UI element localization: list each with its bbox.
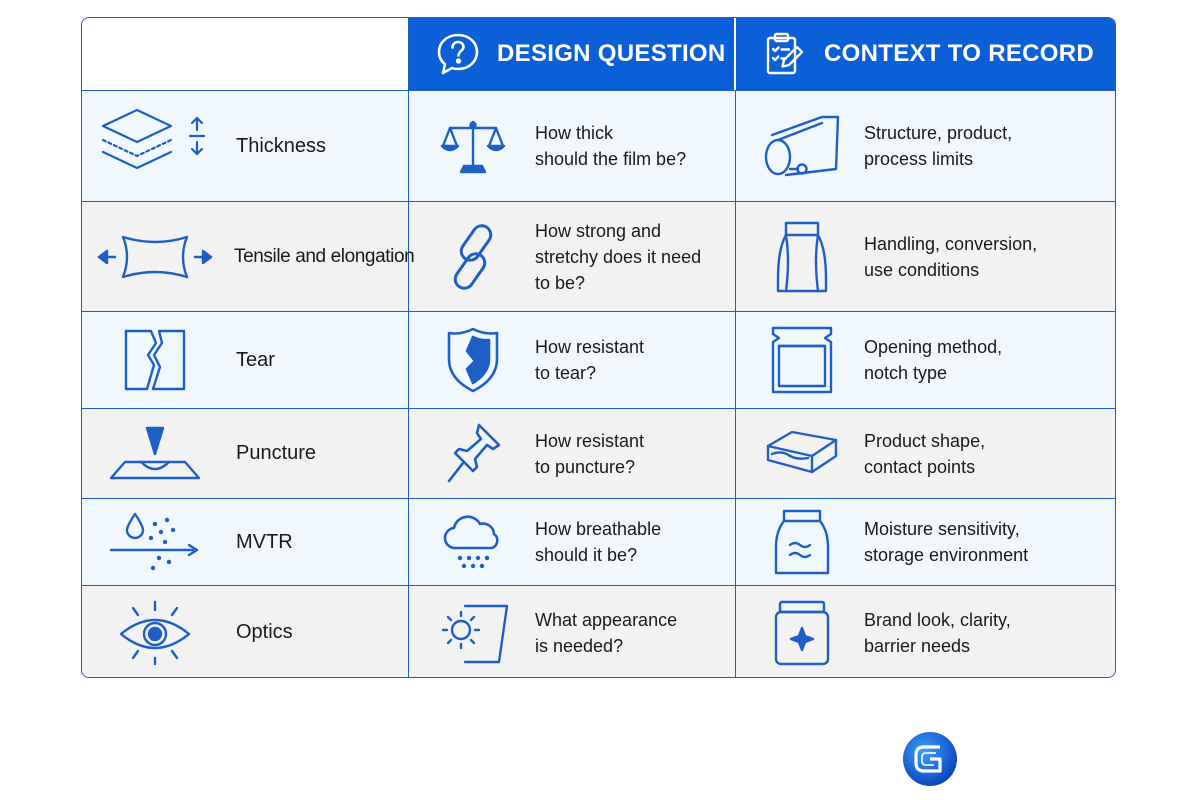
header-context-title: CONTEXT TO RECORD [824, 40, 1095, 67]
property-cell [82, 586, 409, 678]
table-row-mvtr [82, 498, 1115, 585]
property-label: Puncture [236, 442, 317, 464]
property-label: Thickness [236, 134, 327, 157]
context-text: Handling, conversion, use conditions [864, 233, 1038, 280]
table-row-tensile [82, 201, 1115, 311]
header-question-title: DESIGN QUESTION [497, 40, 726, 67]
question-cell [409, 409, 736, 498]
question-cell [409, 202, 736, 311]
context-text: Moisture sensitivity, storage environment [864, 519, 1029, 565]
header-blank-cell [82, 18, 409, 90]
context-cell [736, 499, 1116, 585]
property-label: Tear [236, 348, 275, 371]
question-cell [409, 586, 736, 678]
question-cell [409, 91, 736, 201]
question-text: How resistant to tear? [535, 337, 645, 383]
property-cell [82, 91, 409, 201]
context-text: Structure, product, process limits [864, 123, 1013, 169]
context-cell [736, 409, 1116, 498]
property-cell [82, 202, 415, 311]
puncture-probe-icon [90, 424, 220, 484]
clipboard-pencil-icon [762, 31, 808, 77]
context-text: Brand look, clarity, barrier needs [864, 609, 1011, 656]
push-pin-icon [423, 421, 523, 487]
question-text: How thick should the film be? [535, 123, 687, 169]
question-text: How strong and stretchy does it need to be? [535, 220, 702, 293]
stretched-film-icon [90, 227, 220, 287]
properties-table [81, 17, 1116, 678]
question-text: What appearance is needed? [535, 609, 678, 656]
layered-film-icon [90, 106, 220, 186]
question-bubble-icon [435, 31, 481, 77]
moisture-transmission-icon [90, 510, 220, 574]
property-label: MVTR [236, 530, 293, 553]
context-cell [736, 91, 1116, 201]
stand-up-pouch-icon [752, 219, 852, 295]
table-row-thickness [82, 90, 1115, 201]
sparkle-jar-icon [752, 598, 852, 668]
rain-cloud-icon [423, 514, 523, 570]
context-cell [736, 586, 1116, 678]
question-cell [409, 499, 736, 585]
context-text: Product shape, contact points [864, 430, 986, 477]
context-text: Opening method, notch type [864, 337, 1003, 383]
moisture-bag-icon [752, 507, 852, 577]
eye-icon [90, 600, 220, 666]
property-cell [82, 409, 409, 498]
property-cell [82, 499, 409, 585]
torn-sheet-icon [90, 327, 220, 393]
table-row-tear [82, 311, 1115, 408]
header-context-to-record [736, 18, 1116, 90]
header-design-question [409, 18, 736, 90]
table-header [82, 18, 1115, 90]
context-cell [736, 312, 1116, 408]
film-roll-icon [752, 113, 852, 179]
question-text: How resistant to puncture? [535, 430, 645, 477]
question-text: How breathable should it be? [535, 519, 662, 565]
wrapped-tray-icon [752, 424, 852, 484]
table-row-optics [82, 585, 1115, 678]
context-cell [736, 202, 1116, 311]
notched-pouch-icon [752, 324, 852, 396]
property-label: Optics [236, 621, 293, 643]
chain-link-icon [423, 222, 523, 292]
brand-logo-icon [902, 731, 958, 787]
question-cell [409, 312, 736, 408]
balance-scale-icon [423, 116, 523, 176]
property-label: Tensile and elongation [234, 245, 415, 267]
property-cell [82, 312, 409, 408]
sun-panel-icon [423, 600, 523, 666]
table-row-puncture [82, 408, 1115, 498]
shield-icon [423, 325, 523, 395]
